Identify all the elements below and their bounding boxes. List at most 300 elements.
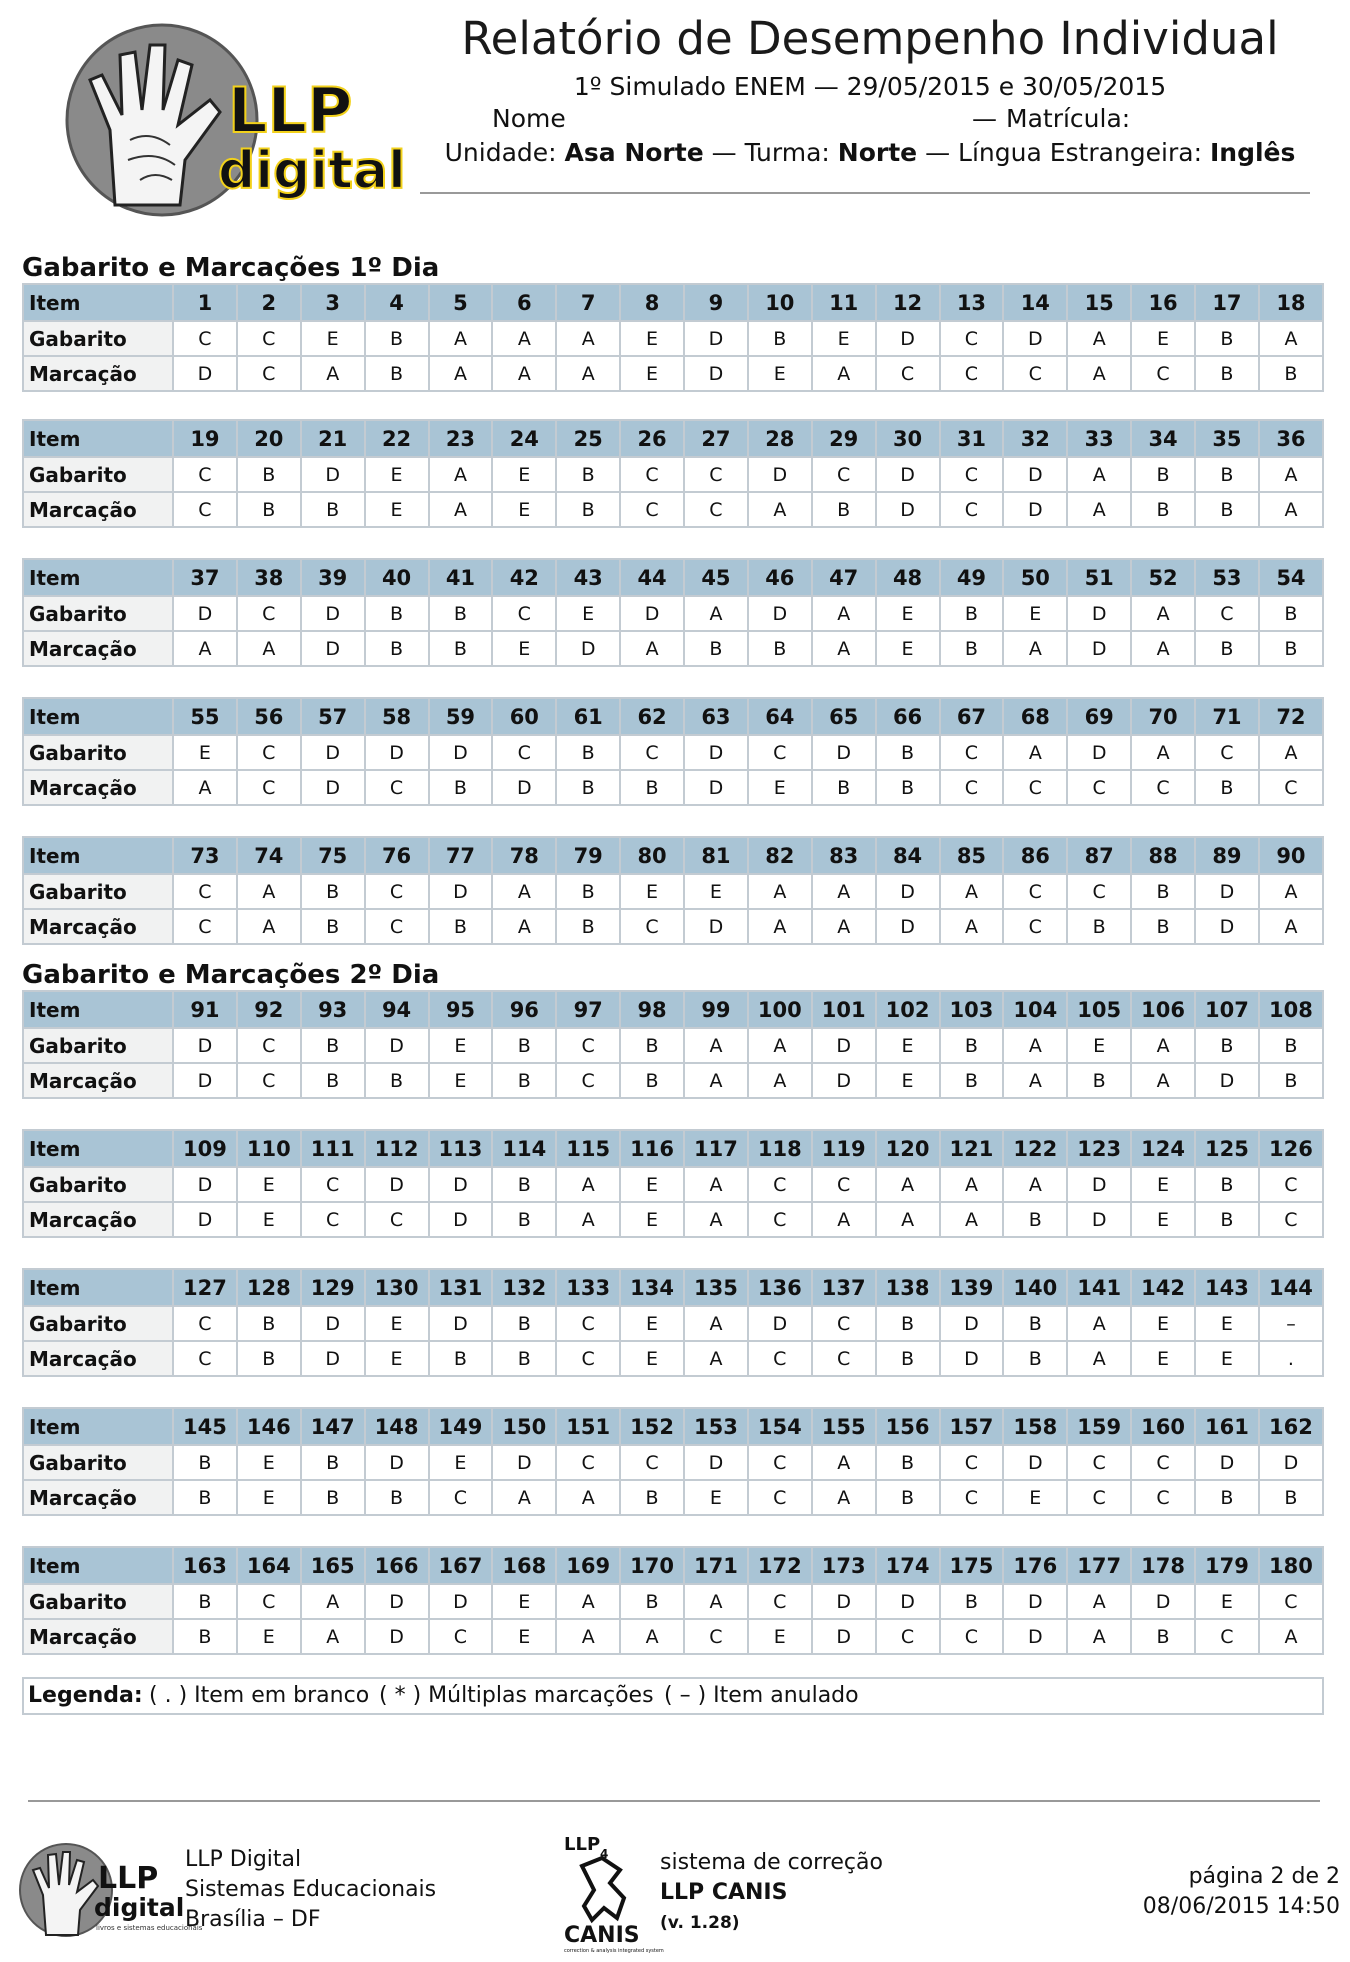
marcacao-cell: C [684, 492, 748, 527]
marcacao-cell: A [1131, 631, 1195, 666]
marcacao-cell: B [429, 770, 493, 805]
item-number: 72 [1259, 698, 1323, 735]
marcacao-cell: D [1195, 1063, 1259, 1098]
item-number: 146 [237, 1408, 301, 1445]
marcacao-cell: C [173, 909, 237, 944]
items-row [23, 1130, 1323, 1167]
header-divider [420, 192, 1310, 194]
item-number: 81 [684, 837, 748, 874]
gabarito-cell: A [301, 1584, 365, 1619]
item-number: 77 [429, 837, 493, 874]
gabarito-cell: C [1067, 874, 1131, 909]
gabarito-cell: A [556, 1167, 620, 1202]
item-number: 126 [1259, 1130, 1323, 1167]
item-number: 127 [173, 1269, 237, 1306]
item-number: 140 [1003, 1269, 1067, 1306]
gabarito-cell: E [620, 321, 684, 356]
canis-logo [562, 1828, 664, 1956]
item-number: 70 [1131, 698, 1195, 735]
item-number: 108 [1259, 991, 1323, 1028]
gabarito-cell: A [1067, 321, 1131, 356]
marcacao-cell: E [1131, 1341, 1195, 1376]
gabarito-cell: C [812, 1167, 876, 1202]
gabarito-cell: A [1131, 1028, 1195, 1063]
gabarito-cell: C [173, 1306, 237, 1341]
gabarito-cell: E [1067, 1028, 1131, 1063]
gabarito-cell: D [812, 1028, 876, 1063]
item-number: 17 [1195, 284, 1259, 321]
item-number: 166 [365, 1547, 429, 1584]
item-number: 78 [492, 837, 556, 874]
marcacao-cell: E [620, 1341, 684, 1376]
gabarito-cell: C [620, 457, 684, 492]
item-number: 105 [1067, 991, 1131, 1028]
item-number: 159 [1067, 1408, 1131, 1445]
legend-annulled: ( – ) Item anulado [664, 1683, 859, 1708]
gabarito-cell: D [429, 874, 493, 909]
items-row-label: Item [23, 1408, 173, 1445]
item-number: 22 [365, 420, 429, 457]
item-number: 75 [301, 837, 365, 874]
marcacao-cell: B [1131, 909, 1195, 944]
item-number: 113 [429, 1130, 493, 1167]
item-number: 147 [301, 1408, 365, 1445]
gabarito-row [23, 735, 1323, 770]
gabarito-cell: D [429, 1306, 493, 1341]
item-number: 30 [876, 420, 940, 457]
gabarito-cell: C [301, 1167, 365, 1202]
marcacao-cell: E [1131, 1202, 1195, 1237]
gabarito-cell: A [1131, 735, 1195, 770]
gabarito-cell: A [1131, 596, 1195, 631]
marcacao-cell: B [365, 631, 429, 666]
marcacao-cell: B [684, 631, 748, 666]
item-number: 85 [940, 837, 1004, 874]
marcacao-row [23, 1619, 1323, 1654]
items-row-label: Item [23, 1130, 173, 1167]
item-number: 93 [301, 991, 365, 1028]
marcacao-cell: E [237, 1619, 301, 1654]
marcacao-cell: B [1195, 492, 1259, 527]
gabarito-cell: A [684, 1167, 748, 1202]
gabarito-cell: D [365, 1584, 429, 1619]
item-number: 120 [876, 1130, 940, 1167]
item-number: 49 [940, 559, 1004, 596]
answer-table [22, 558, 1324, 667]
item-number: 1 [173, 284, 237, 321]
item-number: 124 [1131, 1130, 1195, 1167]
item-number: 59 [429, 698, 493, 735]
gabarito-cell: C [940, 321, 1004, 356]
item-number: 178 [1131, 1547, 1195, 1584]
marcacao-cell: A [429, 492, 493, 527]
item-number: 53 [1195, 559, 1259, 596]
gabarito-cell: D [1003, 457, 1067, 492]
marcacao-cell: A [812, 1480, 876, 1515]
gabarito-cell: E [492, 1584, 556, 1619]
gabarito-row-label: Gabarito [23, 735, 173, 770]
marcacao-cell: B [1259, 631, 1323, 666]
item-number: 138 [876, 1269, 940, 1306]
gabarito-cell: B [237, 1306, 301, 1341]
items-row-label: Item [23, 1547, 173, 1584]
marcacao-cell: C [940, 770, 1004, 805]
gabarito-cell: C [812, 1306, 876, 1341]
items-row [23, 559, 1323, 596]
marcacao-cell: D [301, 1341, 365, 1376]
gabarito-cell: B [173, 1584, 237, 1619]
item-number: 55 [173, 698, 237, 735]
marcacao-cell: A [301, 1619, 365, 1654]
gabarito-cell: E [620, 1167, 684, 1202]
item-number: 21 [301, 420, 365, 457]
marcacao-cell: B [812, 770, 876, 805]
marcacao-cell: C [748, 1341, 812, 1376]
gabarito-cell: D [940, 1306, 1004, 1341]
answer-block [22, 558, 1324, 667]
answer-table [22, 697, 1324, 806]
gabarito-cell: D [365, 735, 429, 770]
marcacao-cell: B [1259, 1480, 1323, 1515]
gabarito-cell: D [1067, 1167, 1131, 1202]
gabarito-cell: C [940, 457, 1004, 492]
marcacao-cell: C [556, 1341, 620, 1376]
item-number: 50 [1003, 559, 1067, 596]
gabarito-cell: C [237, 1584, 301, 1619]
marcacao-cell: B [748, 631, 812, 666]
marcacao-cell: B [1067, 1063, 1131, 1098]
marcacao-cell: B [173, 1619, 237, 1654]
item-number: 151 [556, 1408, 620, 1445]
marcacao-cell: D [492, 770, 556, 805]
item-number: 29 [812, 420, 876, 457]
items-row [23, 698, 1323, 735]
gabarito-cell: B [940, 596, 1004, 631]
marcacao-cell: E [492, 631, 556, 666]
gabarito-cell: A [812, 596, 876, 631]
gabarito-cell: C [812, 457, 876, 492]
item-number: 34 [1131, 420, 1195, 457]
gabarito-cell: B [876, 1445, 940, 1480]
marcacao-cell: C [1003, 356, 1067, 391]
system-info [660, 1848, 883, 1938]
gabarito-cell: D [492, 1445, 556, 1480]
item-number: 171 [684, 1547, 748, 1584]
item-number: 63 [684, 698, 748, 735]
marcacao-cell: B [492, 1341, 556, 1376]
marcacao-cell: E [684, 1480, 748, 1515]
item-number: 144 [1259, 1269, 1323, 1306]
item-number: 5 [429, 284, 493, 321]
gabarito-cell: E [429, 1445, 493, 1480]
marcacao-cell: B [1131, 1619, 1195, 1654]
gabarito-cell: B [748, 321, 812, 356]
marcacao-cell: D [301, 631, 365, 666]
item-number: 136 [748, 1269, 812, 1306]
items-row-label: Item [23, 1269, 173, 1306]
marcacao-cell: B [301, 1063, 365, 1098]
gabarito-cell: C [748, 1167, 812, 1202]
marcacao-cell: C [173, 1341, 237, 1376]
item-number: 141 [1067, 1269, 1131, 1306]
marcacao-cell: B [1067, 909, 1131, 944]
item-number: 40 [365, 559, 429, 596]
marcacao-cell: A [1131, 1063, 1195, 1098]
item-number: 14 [1003, 284, 1067, 321]
gabarito-cell: D [173, 1028, 237, 1063]
marcacao-cell: C [237, 770, 301, 805]
marcacao-cell: C [1131, 356, 1195, 391]
footer-hand-logo-icon [18, 1840, 203, 1940]
marcacao-cell: C [429, 1480, 493, 1515]
marcacao-cell: . [1259, 1341, 1323, 1376]
gabarito-cell: B [1131, 874, 1195, 909]
gabarito-cell: C [1259, 1584, 1323, 1619]
gabarito-cell: A [556, 1584, 620, 1619]
marcacao-row [23, 631, 1323, 666]
gabarito-cell: B [301, 874, 365, 909]
item-number: 121 [940, 1130, 1004, 1167]
item-number: 71 [1195, 698, 1259, 735]
footer-logo-tagline: livros e sistemas educacionais [96, 1924, 203, 1932]
gabarito-cell: B [365, 596, 429, 631]
marcacao-cell: C [1259, 1202, 1323, 1237]
item-number: 104 [1003, 991, 1067, 1028]
marcacao-cell: B [237, 492, 301, 527]
marcacao-cell: B [429, 909, 493, 944]
gabarito-cell: D [173, 1167, 237, 1202]
gabarito-cell: C [1131, 1445, 1195, 1480]
marcacao-cell: B [812, 492, 876, 527]
marcacao-cell: C [429, 1619, 493, 1654]
marcacao-cell: C [1003, 909, 1067, 944]
gabarito-cell: E [1003, 596, 1067, 631]
canis-wolf-logo-icon [562, 1828, 664, 1956]
gabarito-cell: A [1067, 457, 1131, 492]
marcacao-row [23, 356, 1323, 391]
system-desc: sistema de correção [660, 1850, 883, 1875]
gabarito-cell: B [1195, 321, 1259, 356]
marcacao-cell: B [301, 492, 365, 527]
marcacao-cell: A [556, 356, 620, 391]
gabarito-cell: D [1259, 1445, 1323, 1480]
marcacao-cell: B [492, 1063, 556, 1098]
marcacao-cell: B [429, 1341, 493, 1376]
marcacao-cell: B [1003, 1202, 1067, 1237]
marcacao-cell: B [1003, 1341, 1067, 1376]
item-number: 135 [684, 1269, 748, 1306]
gabarito-row-label: Gabarito [23, 596, 173, 631]
marcacao-cell: A [876, 1202, 940, 1237]
marcacao-cell: A [812, 909, 876, 944]
item-number: 97 [556, 991, 620, 1028]
item-number: 31 [940, 420, 1004, 457]
gabarito-cell: A [748, 1028, 812, 1063]
marcacao-cell: D [1003, 492, 1067, 527]
gabarito-cell: D [173, 596, 237, 631]
legend-label: Legenda: [28, 1683, 143, 1708]
marcacao-cell: A [1067, 356, 1131, 391]
marcacao-cell: C [876, 1619, 940, 1654]
marcacao-cell: B [556, 909, 620, 944]
marcacao-cell: B [1195, 770, 1259, 805]
gabarito-cell: C [940, 735, 1004, 770]
gabarito-cell: D [876, 321, 940, 356]
gabarito-cell: E [812, 321, 876, 356]
item-number: 116 [620, 1130, 684, 1167]
company-name: LLP Digital [185, 1847, 302, 1872]
item-number: 68 [1003, 698, 1067, 735]
item-number: 158 [1003, 1408, 1067, 1445]
marcacao-cell: A [940, 1202, 1004, 1237]
item-number: 56 [237, 698, 301, 735]
marcacao-cell: D [556, 631, 620, 666]
gabarito-cell: C [492, 735, 556, 770]
gabarito-cell: C [748, 1584, 812, 1619]
gabarito-cell: C [620, 735, 684, 770]
answer-table [22, 1129, 1324, 1238]
gabarito-cell: E [365, 457, 429, 492]
answer-table [22, 1407, 1324, 1516]
marcacao-cell: E [429, 1063, 493, 1098]
marcacao-row-label: Marcação [23, 909, 173, 944]
item-number: 139 [940, 1269, 1004, 1306]
item-number: 162 [1259, 1408, 1323, 1445]
answer-block [22, 1268, 1324, 1377]
item-number: 23 [429, 420, 493, 457]
item-number: 3 [301, 284, 365, 321]
marcacao-cell: B [173, 1480, 237, 1515]
item-number: 73 [173, 837, 237, 874]
gabarito-cell: A [940, 1167, 1004, 1202]
marcacao-cell: A [620, 631, 684, 666]
gabarito-cell: C [237, 321, 301, 356]
gabarito-cell: E [1131, 1306, 1195, 1341]
gabarito-cell: C [940, 1445, 1004, 1480]
marcacao-row-label: Marcação [23, 631, 173, 666]
gabarito-row [23, 321, 1323, 356]
item-number: 43 [556, 559, 620, 596]
item-number: 109 [173, 1130, 237, 1167]
gabarito-cell: B [173, 1445, 237, 1480]
gabarito-cell: D [1067, 596, 1131, 631]
marcacao-row-label: Marcação [23, 1202, 173, 1237]
gabarito-cell: D [1195, 874, 1259, 909]
marcacao-cell: B [876, 1341, 940, 1376]
marcacao-cell: D [173, 1063, 237, 1098]
marcacao-cell: C [365, 770, 429, 805]
marcacao-cell: A [492, 356, 556, 391]
item-number: 130 [365, 1269, 429, 1306]
gabarito-cell: E [876, 1028, 940, 1063]
item-number: 26 [620, 420, 684, 457]
gabarito-cell: D [429, 1584, 493, 1619]
item-number: 102 [876, 991, 940, 1028]
item-number: 131 [429, 1269, 493, 1306]
marcacao-cell: A [748, 492, 812, 527]
gabarito-cell: A [237, 874, 301, 909]
marcacao-row-label: Marcação [23, 1619, 173, 1654]
item-number: 142 [1131, 1269, 1195, 1306]
item-number: 177 [1067, 1547, 1131, 1584]
item-number: 33 [1067, 420, 1131, 457]
marcacao-cell: E [365, 1341, 429, 1376]
gabarito-cell: B [492, 1167, 556, 1202]
marcacao-cell: A [1003, 631, 1067, 666]
gabarito-cell: A [1259, 321, 1323, 356]
report-title: Relatório de Desempenho Individual [461, 12, 1279, 65]
gabarito-cell: C [556, 1445, 620, 1480]
marcacao-cell: B [876, 1480, 940, 1515]
gabarito-cell: A [1067, 1306, 1131, 1341]
marcacao-cell: A [812, 1202, 876, 1237]
gabarito-cell: B [556, 874, 620, 909]
matricula-label: Matrícula: [1006, 104, 1131, 133]
answer-block [22, 1546, 1324, 1655]
item-number: 2 [237, 284, 301, 321]
lingua-value: Inglês [1209, 138, 1296, 167]
items-row [23, 1269, 1323, 1306]
marcacao-cell: C [237, 356, 301, 391]
item-number: 60 [492, 698, 556, 735]
item-number: 165 [301, 1547, 365, 1584]
gabarito-cell: D [1003, 1445, 1067, 1480]
item-number: 82 [748, 837, 812, 874]
gabarito-cell: E [1195, 1584, 1259, 1619]
marcacao-cell: B [940, 1063, 1004, 1098]
items-row [23, 1408, 1323, 1445]
item-number: 107 [1195, 991, 1259, 1028]
item-number: 13 [940, 284, 1004, 321]
gabarito-cell: B [301, 1028, 365, 1063]
gabarito-cell: D [620, 596, 684, 631]
marcacao-cell: E [876, 1063, 940, 1098]
item-number: 52 [1131, 559, 1195, 596]
item-number: 86 [1003, 837, 1067, 874]
gabarito-cell: B [365, 321, 429, 356]
gabarito-cell: A [940, 874, 1004, 909]
marcacao-row [23, 1480, 1323, 1515]
gabarito-cell: A [429, 321, 493, 356]
gabarito-cell: D [876, 1584, 940, 1619]
marcacao-cell: A [684, 1341, 748, 1376]
item-number: 132 [492, 1269, 556, 1306]
marcacao-cell: E [365, 492, 429, 527]
answer-table [22, 283, 1324, 392]
items-row-label: Item [23, 698, 173, 735]
gabarito-cell: D [365, 1167, 429, 1202]
gabarito-cell: D [684, 1445, 748, 1480]
gabarito-cell: C [556, 1028, 620, 1063]
gabarito-row-label: Gabarito [23, 1306, 173, 1341]
marcacao-cell: E [620, 356, 684, 391]
item-number: 106 [1131, 991, 1195, 1028]
gabarito-cell: D [1131, 1584, 1195, 1619]
item-number: 54 [1259, 559, 1323, 596]
items-row [23, 837, 1323, 874]
marcacao-cell: D [1067, 1202, 1131, 1237]
marcacao-cell: D [812, 1619, 876, 1654]
marcacao-cell: A [748, 909, 812, 944]
item-number: 37 [173, 559, 237, 596]
gabarito-cell: A [429, 457, 493, 492]
item-number: 172 [748, 1547, 812, 1584]
marcacao-cell: D [301, 770, 365, 805]
items-row-label: Item [23, 559, 173, 596]
gabarito-cell: A [684, 1584, 748, 1619]
marcacao-cell: E [492, 492, 556, 527]
marcacao-cell: C [365, 1202, 429, 1237]
